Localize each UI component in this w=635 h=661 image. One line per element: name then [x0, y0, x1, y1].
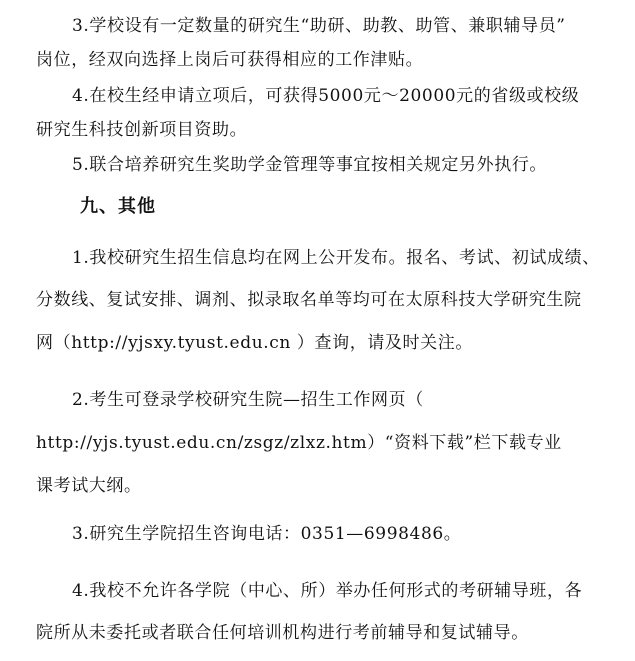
paragraph-info-line3: 网（http://yjsxy.tyust.edu.cn ）查询，请及时关注。	[36, 333, 473, 353]
paragraph-item4-line1: 4.在校生经申请立项后，可获得5000元～20000元的省级或校级	[72, 86, 580, 106]
paragraph-tutoring-line1: 4.我校不允许各学院（中心、所）举办任何形式的考研辅导班，各	[72, 581, 583, 601]
paragraph-download-line1: 2.考生可登录学校研究生院—招生工作网页（	[72, 390, 424, 410]
paragraph-item4-line2: 研究生科技创新项目资助。	[36, 120, 248, 140]
paragraph-item3-line2: 岗位，经双向选择上岗后可获得相应的工作津贴。	[36, 50, 424, 70]
paragraph-item3-line1: 3.学校设有一定数量的研究生“助研、助教、助管、兼职辅导员”	[72, 16, 566, 36]
paragraph-download-line2: http://yjs.tyust.edu.cn/zsgz/zlxz.htm）“资料下载”栏下载专业	[36, 433, 562, 453]
paragraph-phone-line1: 3.研究生学院招生咨询电话：0351—6998486。	[72, 524, 462, 544]
paragraph-tutoring-line2: 院所从未委托或者联合任何培训机构进行考前辅导和复试辅导。	[36, 623, 529, 643]
paragraph-item5-line1: 5.联合培养研究生奖助学金管理等事宜按相关规定另外执行。	[72, 155, 548, 175]
paragraph-info-line1: 1.我校研究生招生信息均在网上公开发布。报名、考试、初试成绩、	[72, 248, 600, 268]
section-heading-other: 九、其他	[80, 196, 156, 217]
paragraph-info-line2: 分数线、复试安排、调剂、拟录取名单等均可在太原科技大学研究生院	[36, 290, 582, 310]
paragraph-download-line3: 课考试大纲。	[36, 476, 142, 496]
